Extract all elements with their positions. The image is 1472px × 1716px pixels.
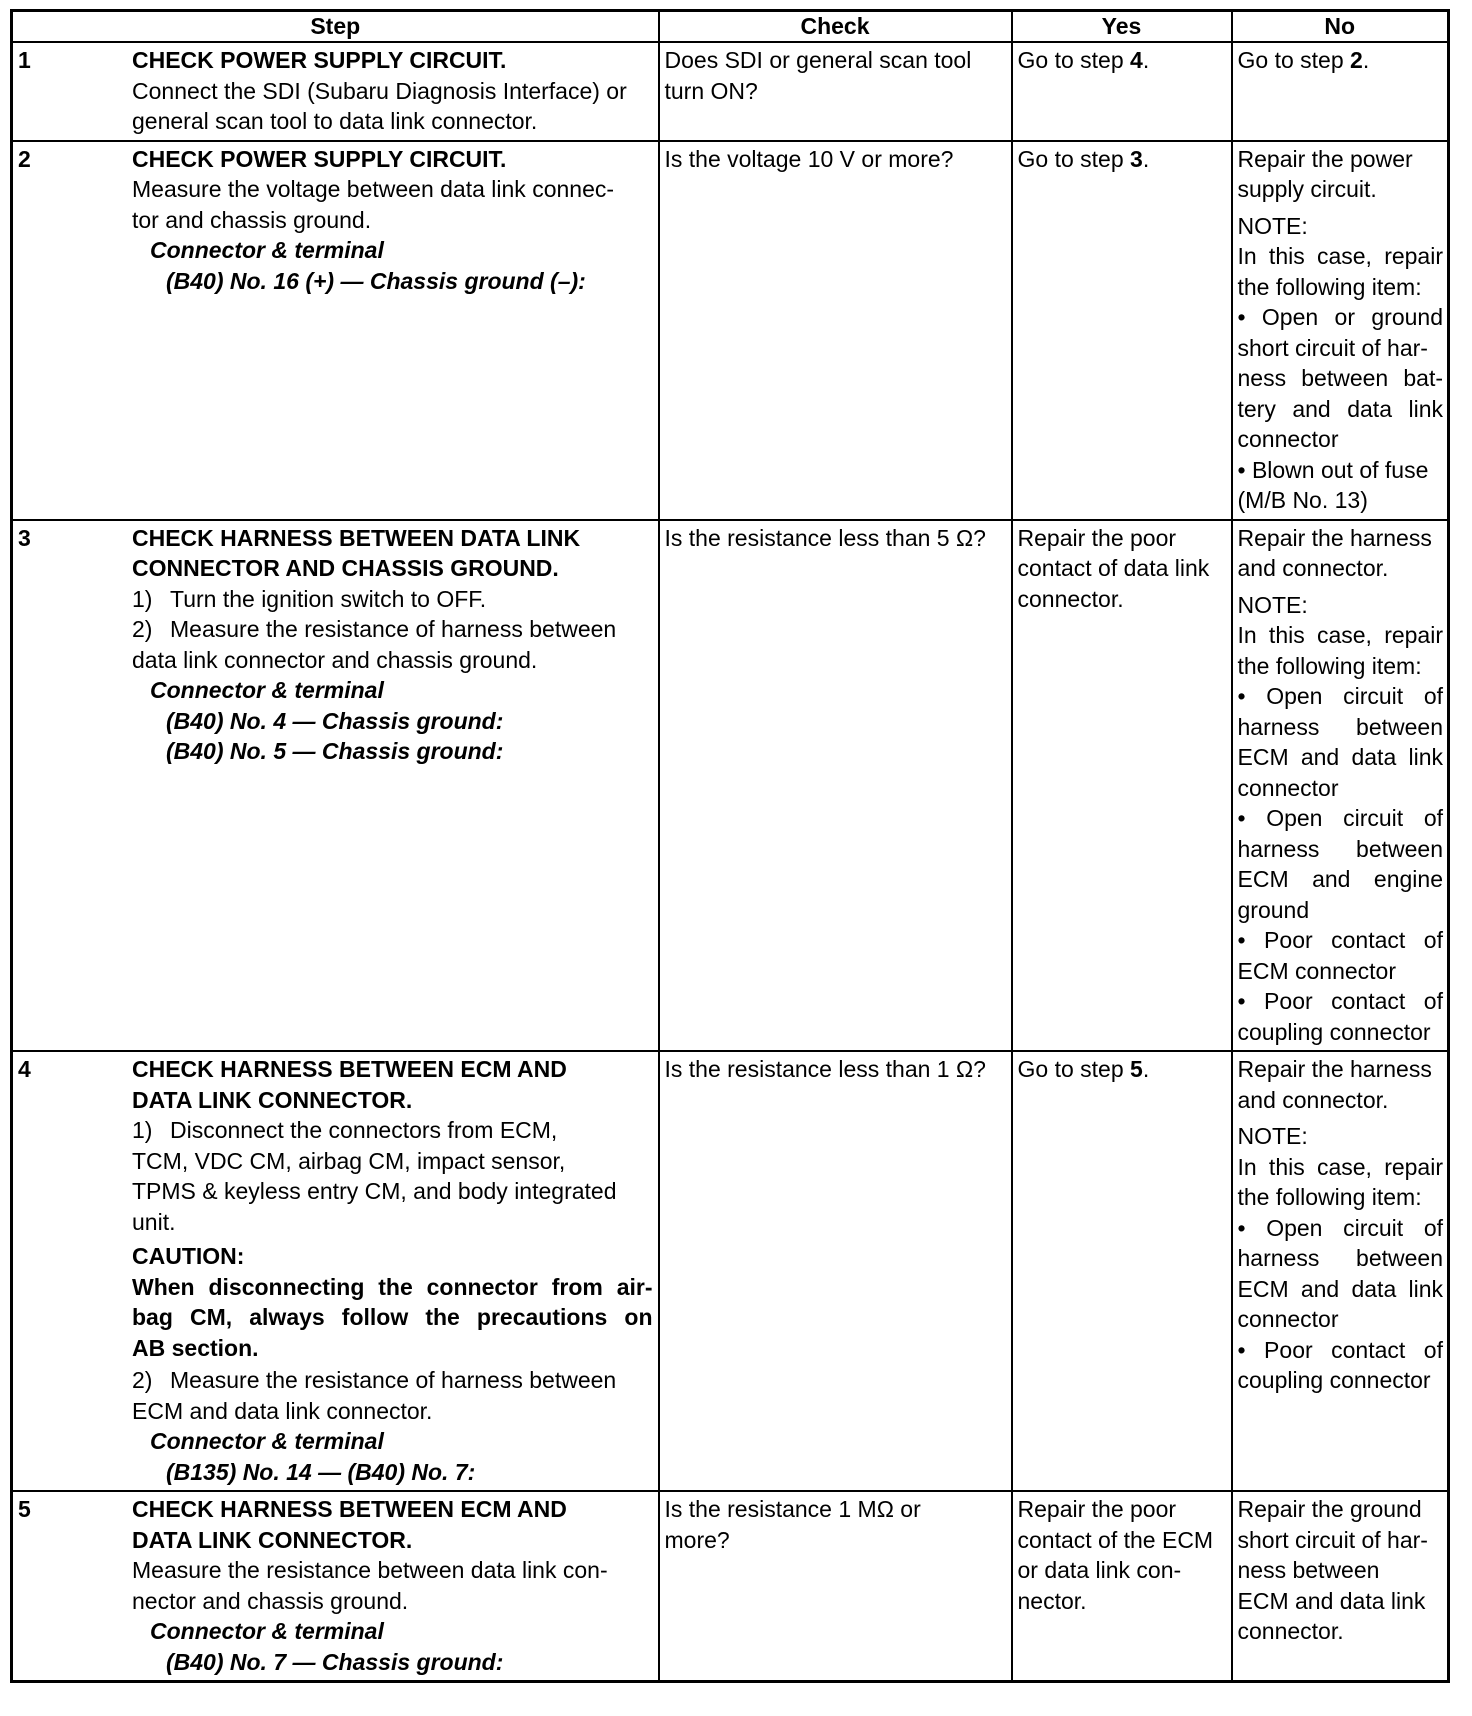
substep [132,614,653,645]
note-item: ECM and data link [1237,744,1443,770]
substep-text: Turn the ignition switch to OFF. [170,585,487,612]
yes-suffix: . [1142,145,1150,172]
step-text-line: Measure the resistance between data link con- [132,1557,608,1583]
substep-number: 2) [132,1367,153,1393]
substep-text: TCM, VDC CM, airbag CM, impact sensor, [132,1147,566,1174]
check-text-line: more? [664,1526,730,1553]
yes-cell [1012,141,1232,520]
caution-text: AB section. [132,1334,259,1361]
step-cell [12,141,659,520]
no-cell [1232,141,1449,520]
check-text-line: Is the resistance 1 MΩ or [664,1496,921,1522]
no-text-line: Repair the harness [1237,524,1432,551]
table-row [12,1491,1449,1682]
yes-text-line: Repair the poor [1017,1496,1177,1522]
check-cell [659,1491,1012,1682]
terminal-spec: (B40) No. 5 — Chassis ground: [166,738,504,764]
note-item: • Open circuit of [1237,1214,1443,1241]
step-title: DATA LINK CONNECTOR. [132,1086,413,1113]
no-step-ref: 2 [1350,47,1363,73]
substep-text: Measure the resistance of harness between [170,1367,617,1393]
no-text-line: ness between [1237,1557,1380,1583]
yes-cell [1012,42,1232,141]
step-title: CHECK HARNESS BETWEEN ECM AND [132,1496,567,1522]
substep-text: unit. [132,1208,176,1235]
substep [132,584,653,615]
step-title: CHECK POWER SUPPLY CIRCUIT. [132,145,507,172]
note-intro: In this case, repair the following item: [1237,622,1443,679]
note-intro: In this case, repair the following item: [1237,1153,1443,1210]
no-text-line: and connector. [1237,1086,1389,1113]
yes-prefix: Go to step [1017,47,1131,73]
step-title: CHECK HARNESS BETWEEN ECM AND [132,1056,567,1082]
note-item: connector [1237,1306,1339,1332]
note-item: harness between [1237,1245,1443,1271]
note-item: coupling connector [1237,1367,1431,1393]
note-label: NOTE: [1237,1123,1308,1149]
yes-suffix: . [1142,1056,1150,1082]
substep [132,1365,653,1396]
step-title: DATA LINK CONNECTOR. [132,1526,413,1553]
table-header-row [12,11,1449,43]
yes-prefix: Go to step [1017,145,1131,172]
no-cell [1232,520,1449,1052]
note-item: • Poor contact of [1237,1336,1443,1363]
step-cell [12,1491,659,1682]
yes-text-line: Repair the poor [1017,524,1177,551]
step-cell [12,520,659,1052]
step-title: CONNECTOR AND CHASSIS GROUND. [132,555,559,581]
note-label: NOTE: [1237,591,1308,618]
terminal-spec: (B40) No. 16 (+) — Chassis ground (–): [166,267,586,294]
substep-text: Measure the resistance of harness between [170,616,617,642]
substep-text: Disconnect the connectors from ECM, [170,1117,558,1143]
note-item: • Open circuit of [1237,805,1443,831]
note-item: connector [1237,426,1339,452]
note-item: • Poor contact of [1237,927,1443,953]
check-cell: Does SDI or general scan tool turn ON? [659,42,1012,141]
note-item: • Blown out of fuse [1237,456,1429,483]
check-cell: Is the voltage 10 V or more? [659,141,1012,520]
no-text-line: Repair the harness [1237,1056,1432,1082]
yes-cell [1012,1051,1232,1491]
note-item: connector [1237,774,1339,801]
note-item: (M/B No. 13) [1237,487,1368,513]
note-item: • Open or ground short circuit of har- [1237,304,1443,361]
yes-text-line: or data link con- [1017,1557,1182,1583]
yes-text-line: connector. [1017,585,1124,612]
yes-suffix: . [1142,47,1150,73]
note-item: ECM and engine [1237,866,1443,892]
no-suffix: . [1362,47,1370,73]
step-text-line: tor and chassis ground. [132,206,372,233]
step-title: CHECK HARNESS BETWEEN DATA LINK [132,524,581,551]
note-intro: In this case, repair the following item: [1237,243,1443,300]
yes-step-ref: 3 [1130,145,1143,172]
yes-text-line: contact of the ECM [1017,1526,1214,1553]
step-text: Connect the SDI (Subaru Diagnosis Interface) or general scan tool to data link connector. [132,77,627,134]
note-item: tery and data link [1237,395,1443,422]
no-text-line: ECM and data link [1237,1587,1426,1614]
step-number: 1 [18,47,31,73]
substep-text: data link connector and chassis ground. [132,646,538,673]
caution-text: bag CM, always follow the precautions on [132,1304,653,1330]
no-text-line: Repair the power [1237,145,1413,172]
terminal-label: Connector & terminal [150,1428,384,1454]
check-cell: Is the resistance less than 5 Ω? [659,520,1012,1052]
yes-prefix: Go to step [1017,1056,1131,1082]
step-number: 5 [18,1496,31,1522]
substep-number: 1) [132,1117,153,1143]
yes-text-line: contact of data link [1017,555,1210,581]
header-yes: Yes [1012,11,1232,43]
yes-cell [1012,1491,1232,1682]
header-no: No [1232,11,1449,43]
step-number: 3 [18,524,31,551]
check-cell: Is the resistance less than 1 Ω? [659,1051,1012,1491]
caution-text: When disconnecting the connector from air- [132,1273,653,1300]
substep [132,1115,653,1146]
note-item: ground [1237,896,1310,923]
note-item: • Open circuit of [1237,683,1443,709]
step-title: CHECK POWER SUPPLY CIRCUIT. [132,47,507,73]
yes-text-line: nector. [1017,1587,1087,1614]
step-number: 4 [18,1056,31,1082]
terminal-label: Connector & terminal [150,237,384,263]
no-text-line: supply circuit. [1237,176,1377,202]
note-item: coupling connector [1237,1018,1431,1045]
substep-text: TPMS & keyless entry CM, and body integrated [132,1178,617,1204]
table-row [12,1051,1449,1491]
diagnostic-procedure-table [10,9,1450,1683]
yes-cell [1012,520,1232,1052]
yes-step-ref: 5 [1130,1056,1143,1082]
no-cell [1232,1051,1449,1491]
no-cell [1232,1491,1449,1682]
note-item: ECM and data link [1237,1275,1443,1302]
note-item: ECM connector [1237,957,1397,984]
header-check: Check [659,11,1012,43]
no-text-line: and connector. [1237,555,1389,581]
note-item: ness between bat- [1237,365,1443,391]
no-text-line: Repair the ground [1237,1496,1422,1522]
header-step: Step [12,11,659,43]
note-label: NOTE: [1237,212,1308,239]
note-item: • Poor contact of [1237,988,1443,1014]
terminal-spec: (B40) No. 7 — Chassis ground: [166,1648,504,1675]
terminal-spec: (B40) No. 4 — Chassis ground: [166,707,504,734]
no-prefix: Go to step [1237,47,1351,73]
substep-number: 2) [132,616,153,642]
step-number: 2 [18,145,31,172]
no-text-line: short circuit of har- [1237,1526,1428,1553]
terminal-label: Connector & terminal [150,677,384,703]
note-item: harness between [1237,713,1443,740]
no-cell [1232,42,1449,141]
substep-text: ECM and data link connector. [132,1397,433,1424]
yes-step-ref: 4 [1130,47,1143,73]
caution-label: CAUTION: [132,1243,245,1269]
no-text-line: connector. [1237,1618,1344,1644]
substep-number: 1) [132,585,153,612]
table-row [12,141,1449,520]
step-cell [12,42,659,141]
step-text-line: nector and chassis ground. [132,1587,409,1614]
note-item: harness between [1237,835,1443,862]
step-cell [12,1051,659,1491]
terminal-label: Connector & terminal [150,1618,384,1644]
table-row [12,520,1449,1052]
table-row [12,42,1449,141]
terminal-spec: (B135) No. 14 — (B40) No. 7: [166,1458,476,1485]
step-text-line: Measure the voltage between data link connec- [132,176,615,202]
